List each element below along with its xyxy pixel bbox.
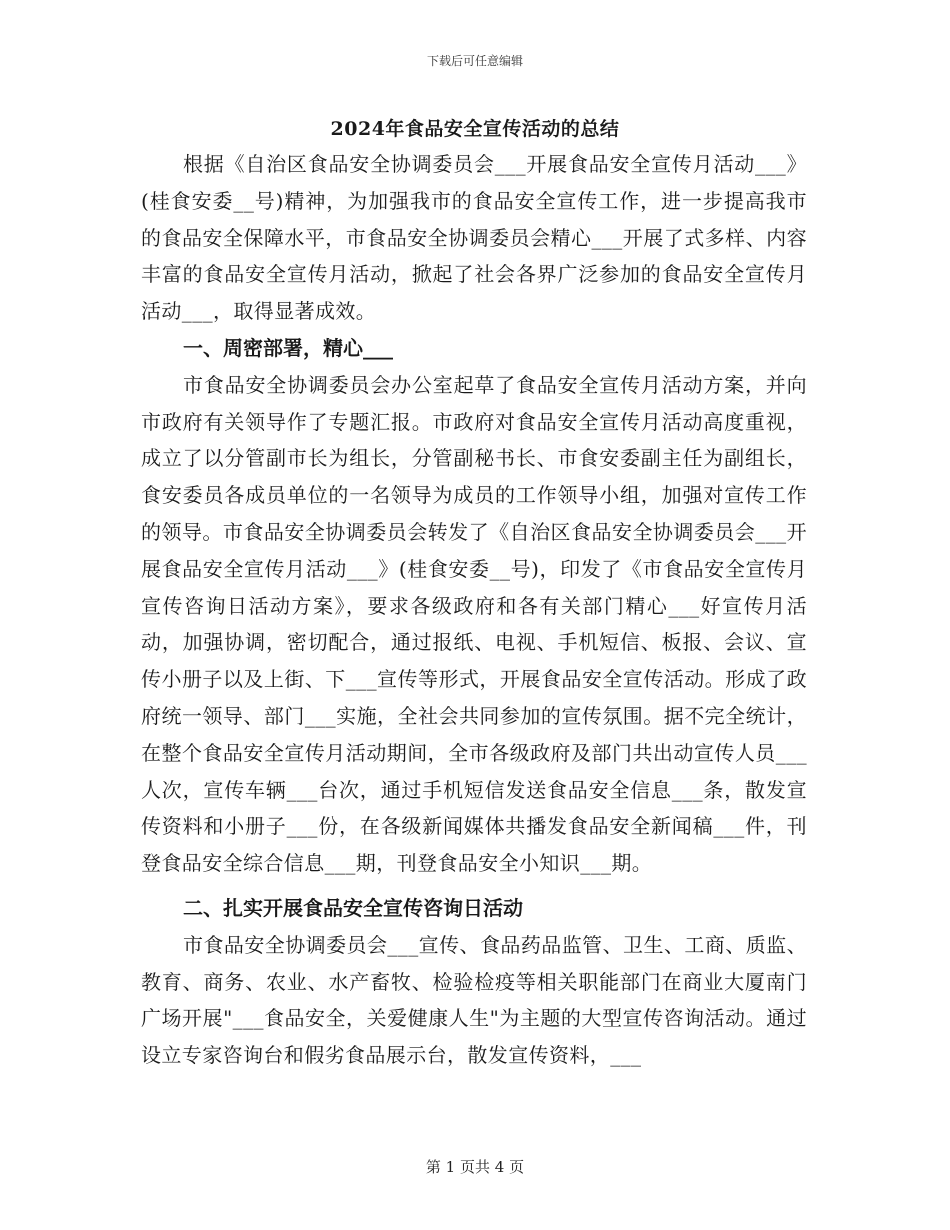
section-2-heading: 二、扎实开展食品安全宣传咨询日活动	[183, 895, 523, 920]
page-header-note: 下载后可任意编辑	[426, 54, 523, 68]
document-title: 2024年食品安全宣传活动的总结	[330, 118, 620, 140]
section-1-paragraph: 市食品安全协调委员会办公室起草了食品安全宣传月活动方案，并向市政府有关领导作了专题汇报。市政府对食品安全宣传月活动高度重视，成立了以分管副市长为组长，分管副秘书长、市食安委副主任为副组长，食安委员各成员单位的一名领导为成员的工作领导小组，加强对宣传工作的领导。市食品安全协调委员会转发了《自治区食品安全协调委员会___开展食品安全宣传月活动___》(桂食安委__号)，印发了《市食品安全宣传月宣传咨询日活动方案》，要求各级政府和各有关部门精心___好宣传月活动，加强协调，密切配合，通过报纸、电视、手机短信、板报、会议、宣传小册子以及上街、下___宣传等形式，开展食品安全宣传活动。形成了政府统一领导、部门___实施，全社会共同参加的宣传氛围。据不完全统计，在整个食品安全宣传月活动期间，全市各级政府及部门共出动宣传人员___人次，宣传车辆___台次，通过手机短信发送食品安全信息___条，散发宣传资料和小册子___份，在各级新闻媒体共播发食品安全新闻稿___件，刊登食品安全综合信息___期，刊登食品安全小知识___期。	[141, 372, 807, 876]
document-body	[141, 146, 807, 1074]
intro-paragraph: 根据《自治区食品安全协调委员会___开展食品安全宣传月活动___》(桂食安委__号)精神，为加强我市的食品安全宣传工作，进一步提高我市的食品安全保障水平，市食品安全协调委员会精心___开展了式多样、内容丰富的食品安全宣传月活动，掀起了社会各界广泛参加的食品安全宣传月活动___，取得显著成效。	[141, 152, 807, 324]
section-1-heading: 一、周密部署，精心___	[183, 335, 393, 360]
page-number: 第 1 页共 4 页	[425, 1158, 525, 1176]
section-2-paragraph: 市食品安全协调委员会___宣传、食品药品监管、卫生、工商、质监、教育、商务、农业、水产畜牧、检验检疫等相关职能部门在商业大厦南门广场开展"___食品安全，关爱健康人生"为主题的大型宣传咨询活动。通过设立专家咨询台和假劣食品展示台，散发宣传资料，___	[141, 932, 807, 1068]
